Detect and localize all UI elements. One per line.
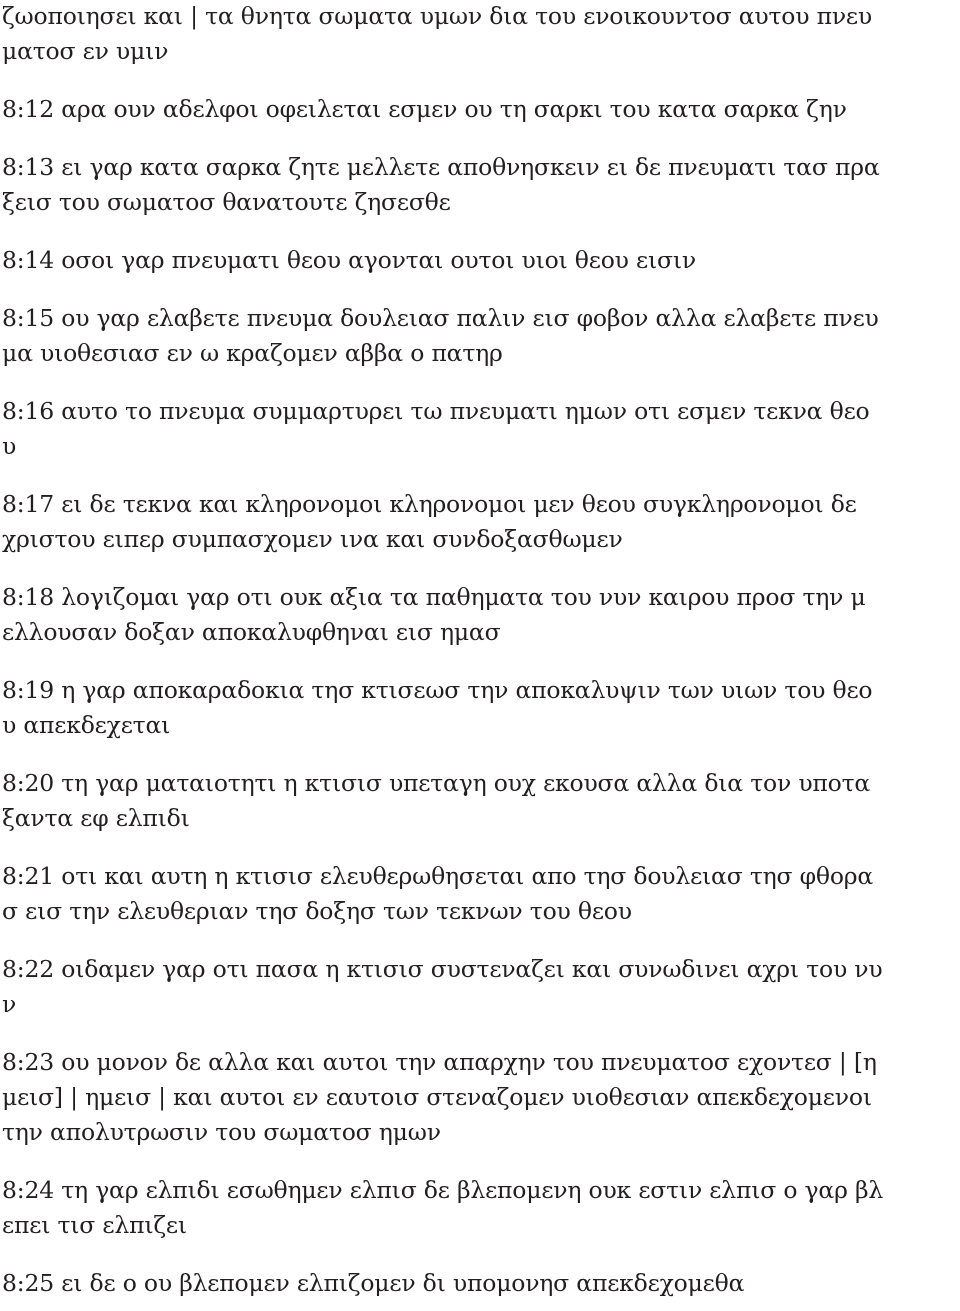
- text-line: μεισ] | ημεισ | και αυτοι εν εαυτοισ στεναζομεν υιοθεσιαν απεκδεχομενοι: [2, 1083, 872, 1111]
- text-line: 8:24 τη γαρ ελπιδι εσωθημεν ελπισ δε βλεπομενη ουκ εστιν ελπισ ο γαρ βλ: [2, 1176, 884, 1204]
- text-line: την απολυτρωσιν του σωματοσ ημων: [2, 1118, 441, 1146]
- text-line: 8:13 ει γαρ κατα σαρκα ζητε μελλετε αποθνησκειν ει δε πνευματι τασ πρα: [2, 153, 880, 181]
- text-line: 8:12 αρα ουν αδελφοι οφειλεται εσμεν ου τη σαρκι του κατα σαρκα ζην: [2, 95, 847, 123]
- text-line: ξαντα εφ ελπιδι: [2, 804, 190, 832]
- text-line: 8:16 αυτο το πνευμα συμμαρτυρει τω πνευματι ημων οτι εσμεν τεκνα θεο: [2, 397, 870, 425]
- text-line: 8:21 οτι και αυτη η κτισισ ελευθερωθησεται απο τησ δουλειασ τησ φθορα: [2, 862, 874, 890]
- text-line: ζωοποιησει και | τα θνητα σωματα υμων δια του ενοικουντοσ αυτου πνευ: [2, 2, 872, 30]
- text-line: σ εισ την ελευθεριαν τησ δοξησ των τεκνων του θεου: [2, 897, 632, 925]
- text-line: ν: [2, 990, 17, 1018]
- text-line: 8:20 τη γαρ ματαιοτητι η κτισισ υπεταγη ουχ εκουσα αλλα δια τον υποτα: [2, 769, 871, 797]
- text-line: 8:19 η γαρ αποκαραδοκια τησ κτισεωσ την αποκαλυψιν των υιων του θεο: [2, 676, 873, 704]
- text-line: ελλουσαν δοξαν αποκαλυφθηναι εισ ημασ: [2, 618, 501, 646]
- text-line: 8:15 ου γαρ ελαβετε πνευμα δουλειασ παλιν εισ φοβον αλλα ελαβετε πνευ: [2, 304, 879, 332]
- text-line: επει τισ ελπιζει: [2, 1211, 187, 1239]
- text-line: ξεισ του σωματοσ θανατουτε ζησεσθε: [2, 188, 451, 216]
- text-line: 8:22 οιδαμεν γαρ οτι πασα η κτισισ συστεναζει και συνωδινει αχρι του νυ: [2, 955, 883, 983]
- text-line: 8:18 λογιζομαι γαρ οτι ουκ αξια τα παθηματα του νυν καιρου προσ την μ: [2, 583, 866, 611]
- text-line: 8:14 οσοι γαρ πνευματι θεου αγονται ουτοι υιοι θεου εισιν: [2, 246, 696, 274]
- text-line: χριστου ειπερ συμπασχομεν ινα και συνδοξασθωμεν: [2, 525, 623, 553]
- text-line: 8:23 ου μονον δε αλλα και αυτοι την απαρχην του πνευματοσ εχοντεσ | [η: [2, 1048, 877, 1076]
- text-line: 8:17 ει δε τεκνα και κληρονομοι κληρονομοι μεν θεου συγκληρονομοι δε: [2, 490, 857, 518]
- text-line: μα υιοθεσιασ εν ω κραζομεν αββα ο πατηρ: [2, 339, 503, 367]
- text-line: 8:25 ει δε ο ου βλεπομεν ελπιζομεν δι υπομονησ απεκδεχομεθα: [2, 1269, 745, 1297]
- text-line: υ: [2, 432, 17, 460]
- text-line: υ απεκδεχεται: [2, 711, 171, 739]
- text-line: ματοσ εν υμιν: [2, 37, 169, 65]
